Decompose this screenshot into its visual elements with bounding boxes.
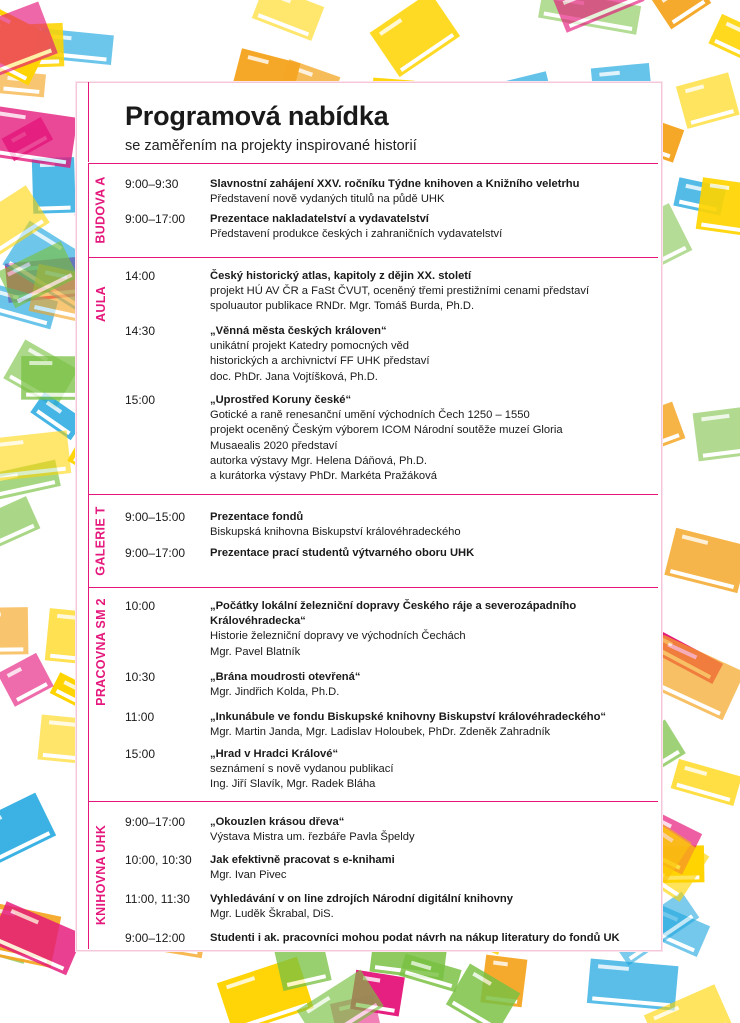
program-entry bbox=[125, 853, 655, 883]
entry-heading: Prezentace nakladatelství a vydavatelství bbox=[210, 213, 429, 225]
entry-line: Výstava Mistra um. řezbáře Pavla Špeldy bbox=[210, 831, 415, 844]
entry-time: 11:00, 11:30 bbox=[125, 892, 190, 906]
section-label-galerie-t: GALERIE T bbox=[94, 505, 108, 576]
program-entry bbox=[125, 599, 655, 660]
program-entry bbox=[125, 177, 655, 207]
section-divider bbox=[88, 587, 658, 588]
section-label-budova-a: BUDOVA A bbox=[94, 176, 108, 244]
entry-line: historických a archivnictví FF UHK představí bbox=[210, 355, 430, 368]
book-shape bbox=[0, 105, 78, 168]
entry-line: Mgr. Luděk Škrabal, DiS. bbox=[210, 908, 334, 921]
entry-heading: Jak efektivně pracovat s e-knihami bbox=[210, 854, 395, 866]
section-label-knihovna-uhk: KNIHOVNA UHK bbox=[94, 824, 109, 926]
entry-time: 14:00 bbox=[125, 269, 156, 283]
program-entry bbox=[125, 393, 655, 484]
book-shape bbox=[696, 177, 740, 236]
entry-time: 9:00–12:00 bbox=[125, 931, 186, 945]
program-entry bbox=[125, 212, 655, 242]
book-shape bbox=[708, 14, 740, 63]
entry-heading: „Počátky lokální železniční dopravy Českého ráje a severozápadního Královéhradecka“ bbox=[210, 600, 577, 628]
entry-line: unikátní projekt Katedry pomocných věd bbox=[210, 340, 409, 353]
book-shape bbox=[664, 528, 740, 593]
entry-line: projekt HÚ AV ČR a FaSt ČVUT, oceněný třemi prestižními cenami představí bbox=[210, 285, 590, 298]
entry-time: 9:00–17:00 bbox=[125, 815, 186, 829]
entry-line: a kurátorka výstavy PhDr. Markéta Pražáková bbox=[210, 470, 437, 483]
book-shape bbox=[671, 759, 740, 806]
page-subtitle: se zaměřením na projekty inspirované historií bbox=[125, 138, 417, 154]
entry-line: Musaealis 2020 představí bbox=[210, 439, 338, 452]
section-divider bbox=[88, 494, 658, 495]
book-shape bbox=[676, 72, 740, 129]
book-shape bbox=[587, 959, 679, 1011]
title-accent-rule bbox=[88, 82, 89, 162]
book-shape bbox=[0, 901, 84, 975]
entry-line: spoluautor publikace RNDr. Mgr. Tomáš Burda, Ph.D. bbox=[210, 300, 475, 313]
section-divider bbox=[88, 801, 658, 802]
entry-heading: Studenti i ak. pracovníci mohou podat návrh na nákup literatury do fondů UK bbox=[210, 932, 620, 944]
program-entry bbox=[125, 815, 655, 845]
entry-time: 10:30 bbox=[125, 670, 156, 684]
program-entry bbox=[125, 546, 655, 561]
book-shape bbox=[0, 793, 56, 869]
entry-time: 9:00–15:00 bbox=[125, 510, 186, 524]
entry-heading: „Hrad v Hradci Králové“ bbox=[210, 748, 339, 760]
entry-line: Historie železniční dopravy ve východních Čechách bbox=[210, 630, 466, 643]
program-entry bbox=[125, 670, 655, 700]
program-entry bbox=[125, 892, 655, 922]
entry-line: Mgr. Pavel Blatník bbox=[210, 645, 301, 658]
entry-line: seznámení s nově vydanou publikací bbox=[210, 763, 394, 776]
section-label-aula: AULA bbox=[94, 286, 109, 322]
program-entry bbox=[125, 710, 655, 740]
section-label-pracovna-sm2: PRACOVNA SM 2 bbox=[94, 598, 108, 706]
entry-time: 15:00 bbox=[125, 747, 156, 761]
program-entry bbox=[125, 747, 655, 793]
entry-heading: „Okouzlen krásou dřeva“ bbox=[210, 816, 345, 828]
entry-time: 9:00–17:00 bbox=[125, 546, 186, 560]
entry-line: Biskupská knihovna Biskupství královéhradeckého bbox=[210, 526, 461, 539]
book-shape bbox=[0, 653, 54, 707]
entry-line: Představení nově vydaných titulů na půdě UHK bbox=[210, 193, 445, 206]
entry-heading: Prezentace fondů bbox=[210, 511, 304, 523]
book-shape bbox=[252, 0, 325, 41]
entry-line: projekt oceněný Českým výborem ICOM Národní soutěže muzeí Gloria bbox=[210, 424, 563, 437]
entry-heading: „Inkunábule ve fondu Biskupské knihovny Biskupství královéhradeckého“ bbox=[210, 711, 607, 723]
entry-time: 10:00 bbox=[125, 599, 156, 613]
program-entry bbox=[125, 931, 655, 946]
entry-time: 15:00 bbox=[125, 393, 156, 407]
section-divider bbox=[88, 163, 658, 164]
entry-line: Mgr. Jindřich Kolda, Ph.D. bbox=[210, 686, 340, 699]
entry-line: Gotické a raně renesanční umění východních Čech 1250 – 1550 bbox=[210, 409, 530, 422]
entry-heading: „Brána moudrosti otevřená“ bbox=[210, 671, 361, 683]
book-shape bbox=[652, 0, 712, 29]
entry-time: 9:00–9:30 bbox=[125, 177, 179, 191]
entry-time: 10:00, 10:30 bbox=[125, 853, 192, 867]
entry-heading: „Věnná města českých královen“ bbox=[210, 325, 387, 337]
book-shape bbox=[693, 403, 740, 461]
entry-heading: Vyhledávání v on line zdrojích Národní digitální knihovny bbox=[210, 893, 513, 905]
entry-time: 11:00 bbox=[125, 710, 155, 724]
program-entry bbox=[125, 324, 655, 385]
page-title: Programová nabídka bbox=[125, 101, 389, 131]
book-shape bbox=[0, 430, 71, 481]
entry-line: Mgr. Martin Janda, Mgr. Ladislav Holoubek, PhDr. Zdeněk Zahradník bbox=[210, 726, 551, 739]
entry-heading: Slavnostní zahájení XXV. ročníku Týdne knihoven a Knižního veletrhu bbox=[210, 178, 580, 190]
entry-time: 14:30 bbox=[125, 324, 156, 338]
entry-heading: „Uprostřed Koruny české“ bbox=[210, 394, 352, 406]
entry-line: Představení produkce českých i zahraničních vydavatelství bbox=[210, 228, 503, 241]
book-shape bbox=[0, 496, 40, 556]
entry-line: doc. PhDr. Jana Vojtíšková, Ph.D. bbox=[210, 370, 378, 383]
entry-heading: Český historický atlas, kapitoly z dějin XX. století bbox=[210, 270, 472, 282]
entry-line: Ing. Jiří Slavík, Mgr. Radek Bláha bbox=[210, 778, 376, 791]
program-entry bbox=[125, 510, 655, 540]
book-shape bbox=[370, 0, 461, 77]
entry-line: autorka výstavy Mgr. Helena Dáňová, Ph.D. bbox=[210, 454, 428, 467]
entry-line: Mgr. Ivan Pivec bbox=[210, 869, 287, 882]
entry-heading: Prezentace prací studentů výtvarného oboru UHK bbox=[210, 547, 475, 559]
section-divider bbox=[88, 257, 658, 258]
book-shape bbox=[0, 607, 28, 655]
entry-time: 9:00–17:00 bbox=[125, 212, 186, 226]
program-entry bbox=[125, 269, 655, 315]
